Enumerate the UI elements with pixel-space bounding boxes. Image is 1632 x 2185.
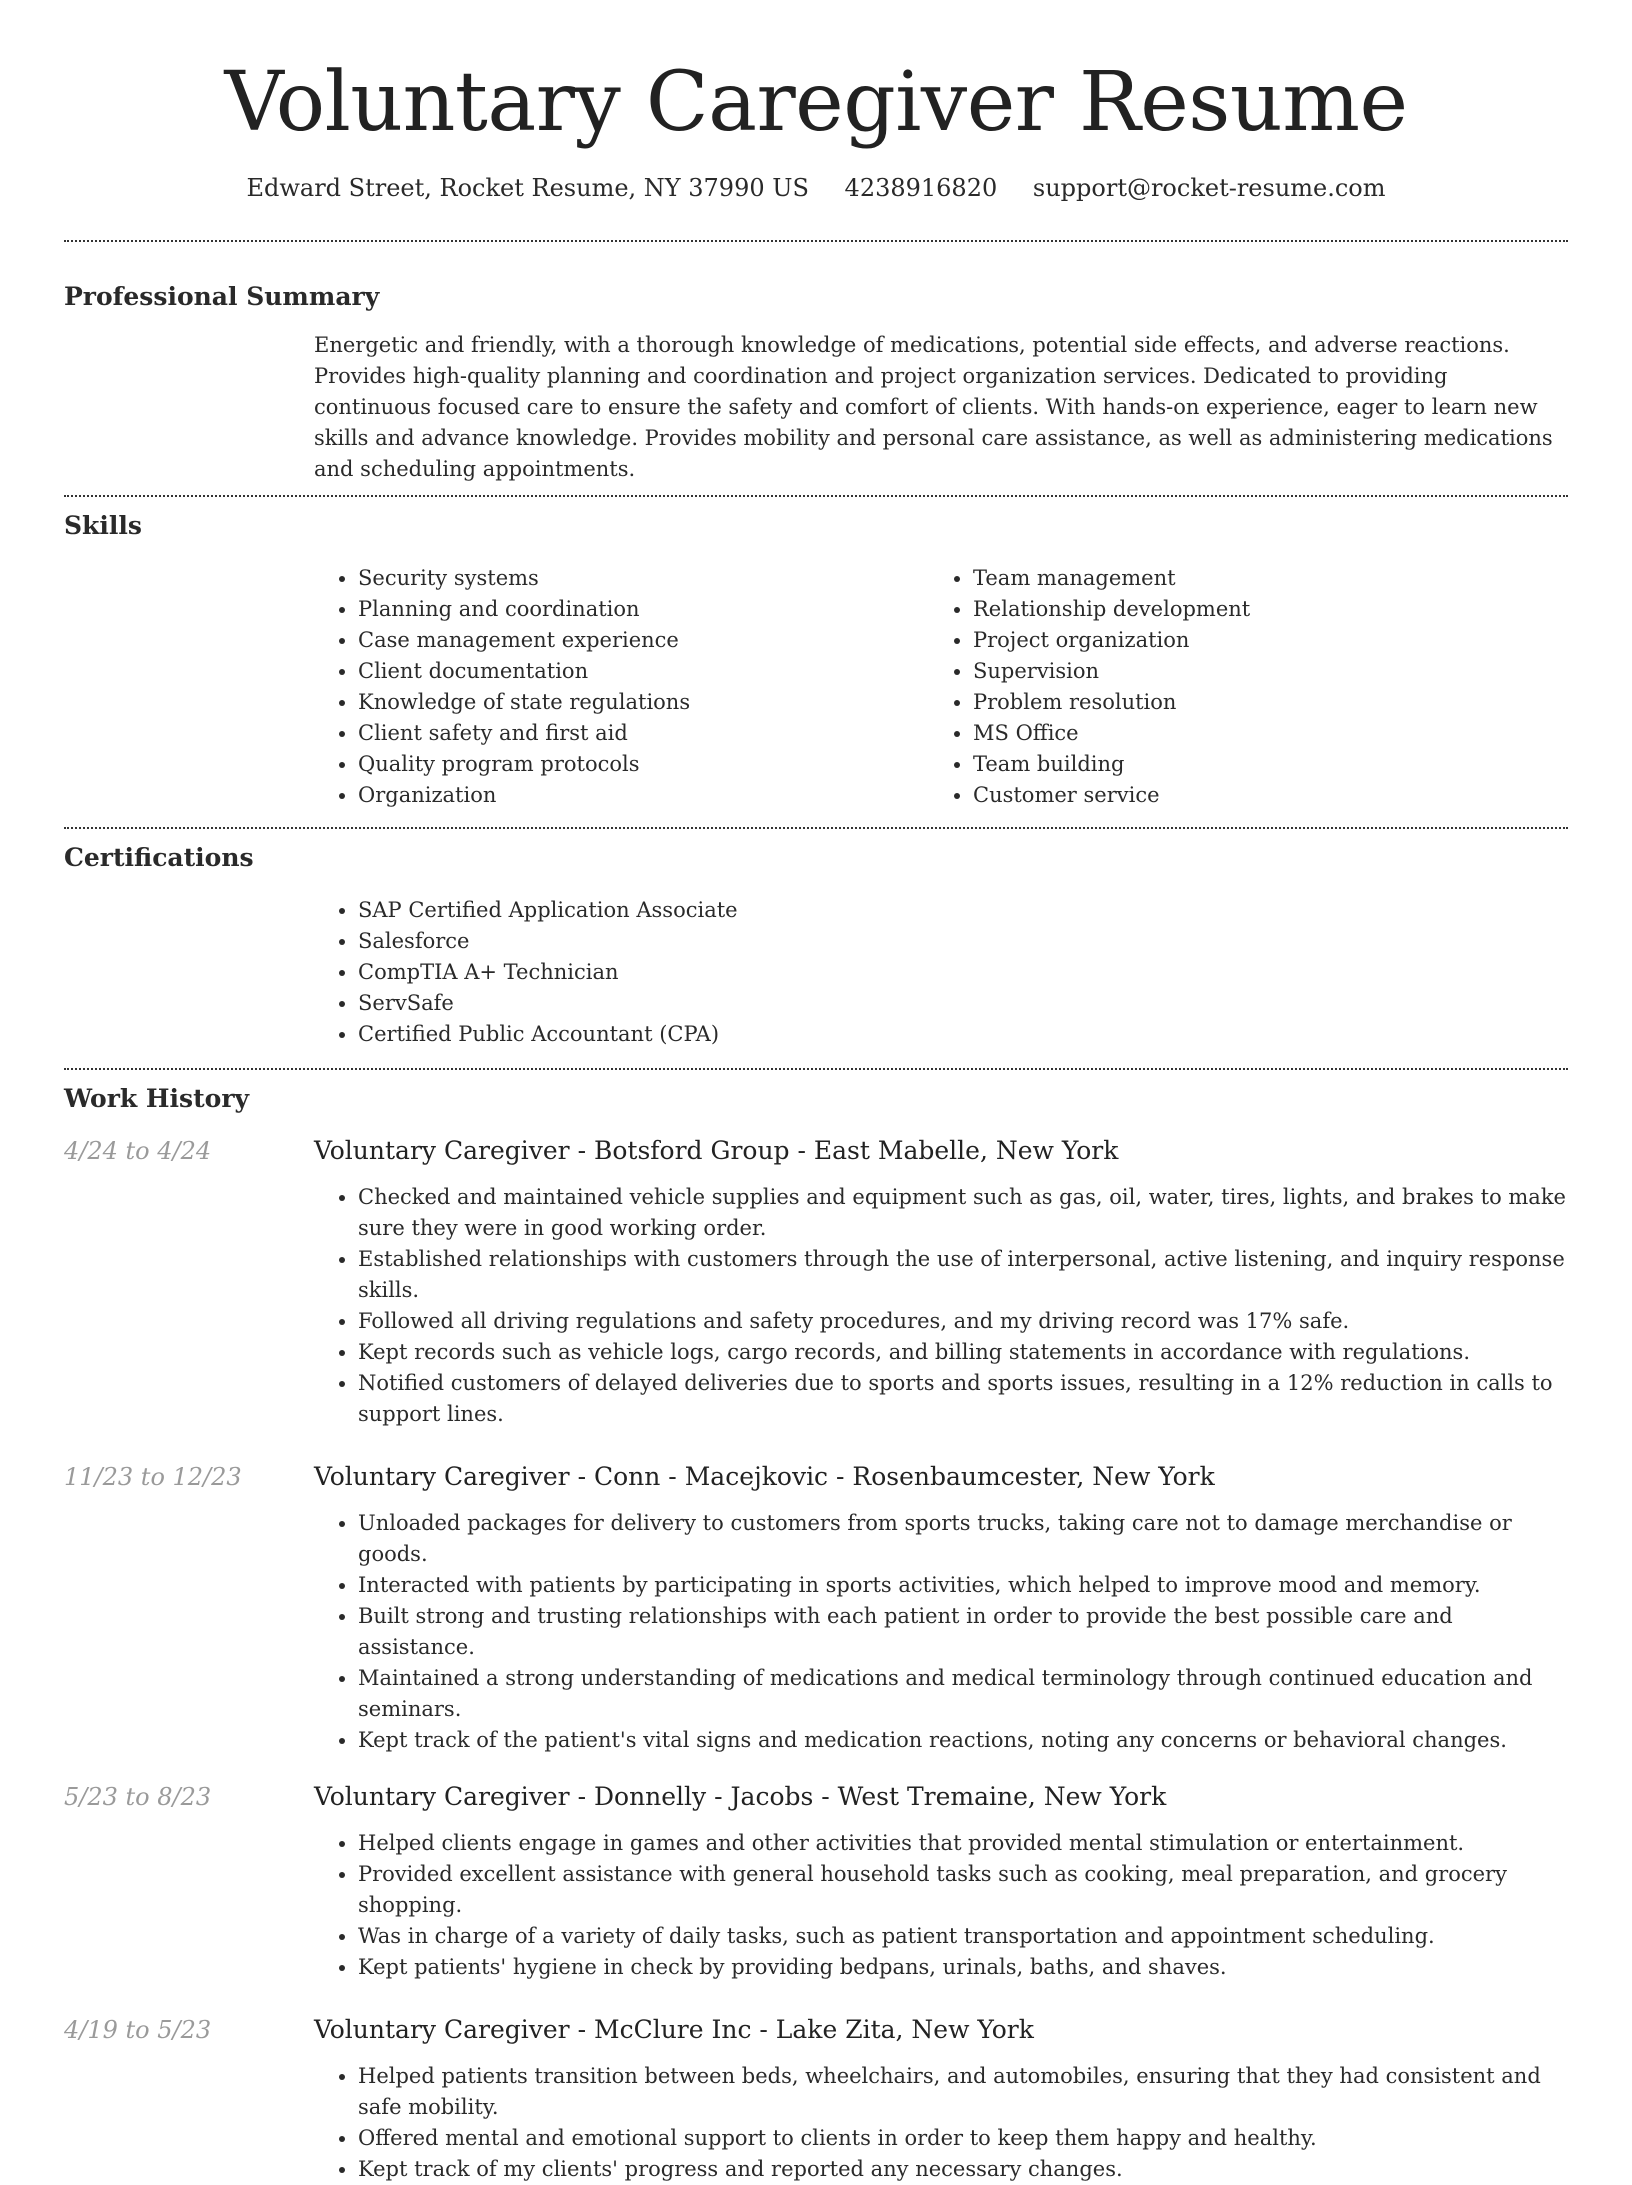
certifications-section [64,829,1568,1050]
list-item: • Notified customers of delayed deliveries due to sports and sports issues, resulting in a 12% reduction in calls to support lines. [358,1368,1568,1430]
list-item: • Planning and coordination [358,594,929,625]
list-item: • Project organization [973,625,1544,656]
list-item: • Kept track of the patient's vital signs and medication reactions, noting any concerns or behavioral changes. [358,1725,1568,1756]
job-title: Voluntary Caregiver - Conn - Macejkovic - Rosenbaumcester, New York [314,1462,1215,1491]
list-item: • Provided excellent assistance with general household tasks such as cooking, meal preparation, and grocery shopping. [358,1859,1568,1921]
work-history-section [64,1070,1568,2185]
job-entry [64,1460,1568,1756]
list-item: • Team management [973,563,1544,594]
job-entry [64,1780,1568,1983]
list-item: • Checked and maintained vehicle supplies and equipment such as gas, oil, water, tires, lights, and brakes to make sure they were in good working order. [358,1182,1568,1244]
summary-body [314,330,1568,485]
list-item: • Salesforce [358,926,1568,957]
resume-page [64,0,1568,2185]
list-item: • Relationship development [973,594,1544,625]
skills-list-left [314,563,929,811]
job-entry [64,2013,1568,2185]
list-item: • Kept records such as vehicle logs, cargo records, and billing statements in accordance with regulations. [358,1337,1568,1368]
skills-columns [314,563,1568,811]
job-bullet-list [314,1828,1568,1983]
list-item: • Quality program protocols [358,749,929,780]
work-history-jobs [64,1134,1568,2185]
list-item: • Followed all driving regulations and safety procedures, and my driving record was 17% safe. [358,1306,1568,1337]
list-item: • ServSafe [358,988,1568,1019]
list-item: • Established relationships with customers through the use of interpersonal, active listening, and inquiry response skills. [358,1244,1568,1306]
job-dates: 5/23 to 8/23 [64,1783,212,1811]
certifications-list [314,895,1568,1050]
skills-list-right [929,563,1544,811]
job-dates: 4/24 to 4/24 [64,1137,212,1165]
job-dates: 11/23 to 12/23 [64,1463,242,1491]
list-item: • Customer service [973,780,1544,811]
list-item: • Helped clients engage in games and other activities that provided mental stimulation or entertainment. [358,1828,1568,1859]
section-heading-work-history: Work History [64,1084,250,1113]
skills-column-right [929,563,1544,811]
list-item: • Was in charge of a variety of daily tasks, such as patient transportation and appointment scheduling. [358,1921,1568,1952]
summary-text: Energetic and friendly, with a thorough knowledge of medications, potential side effects, and adverse reactions. Provides high-quality planning and coordination and project organization services. Dedicated to providing continuous focused care to ensure the safety and comfort of clients. With hands-on experience, eager to learn new skills and advance knowledge. Provides mobility and personal care assistance, as well as administering medications and scheduling appointments. [314,333,1553,481]
list-item: • Client safety and first aid [358,718,929,749]
list-item: • Built strong and trusting relationships with each patient in order to provide the best possible care and assistance. [358,1601,1568,1663]
list-item: • Team building [973,749,1544,780]
job-entry [64,1134,1568,1430]
skills-column-left [314,563,929,811]
list-item: • Knowledge of state regulations [358,687,929,718]
contact-email: support@rocket-resume.com [1032,174,1386,202]
job-details [314,1828,1568,1983]
list-item: • Unloaded packages for delivery to customers from sports trucks, taking care not to damage merchandise or goods. [358,1508,1568,1570]
contact-phone: 4238916820 [844,174,998,202]
job-details [314,2061,1568,2185]
job-title: Voluntary Caregiver - Botsford Group - East Mabelle, New York [314,1136,1119,1165]
job-dates: 4/19 to 5/23 [64,2016,212,2044]
list-item: • Organization [358,780,929,811]
list-item: • CompTIA A+ Technician [358,957,1568,988]
list-item: • Client documentation [358,656,929,687]
job-header [64,1134,1568,1168]
job-header [64,1780,1568,1814]
list-item: • Security systems [358,563,929,594]
list-item: • Maintained a strong understanding of medications and medical terminology through continued education and seminars. [358,1663,1568,1725]
list-item: • Interacted with patients by participating in sports activities, which helped to improve mood and memory. [358,1570,1568,1601]
section-heading-certifications: Certifications [64,843,254,872]
list-item: • Kept track of my clients' progress and reported any necessary changes. [358,2154,1568,2185]
list-item: • Case management experience [358,625,929,656]
job-title: Voluntary Caregiver - McClure Inc - Lake Zita, New York [314,2015,1034,2044]
page-title: Voluntary Caregiver Resume [224,55,1408,150]
summary-section [64,242,1568,485]
list-item: • Offered mental and emotional support to clients in order to keep them happy and healthy. [358,2123,1568,2154]
list-item: • Problem resolution [973,687,1544,718]
section-heading-skills: Skills [64,511,142,540]
list-item: • Helped patients transition between beds, wheelchairs, and automobiles, ensuring that they had consistent and safe mobility. [358,2061,1568,2123]
list-item: • Supervision [973,656,1544,687]
job-bullet-list [314,2061,1568,2185]
list-item: • MS Office [973,718,1544,749]
job-details [314,1508,1568,1756]
skills-section [64,497,1568,811]
contact-address: Edward Street, Rocket Resume, NY 37990 US [246,174,809,202]
job-details [314,1182,1568,1430]
job-header [64,1460,1568,1494]
contact-line [64,172,1568,204]
job-title: Voluntary Caregiver - Donnelly - Jacobs - West Tremaine, New York [314,1782,1167,1811]
job-header [64,2013,1568,2047]
section-heading-summary: Professional Summary [64,282,380,311]
certifications-body [314,895,1568,1050]
list-item: • Certified Public Accountant (CPA) [358,1019,1568,1050]
job-bullet-list [314,1182,1568,1430]
list-item: • Kept patients' hygiene in check by providing bedpans, urinals, baths, and shaves. [358,1952,1568,1983]
list-item: • SAP Certified Application Associate [358,895,1568,926]
job-bullet-list [314,1508,1568,1756]
